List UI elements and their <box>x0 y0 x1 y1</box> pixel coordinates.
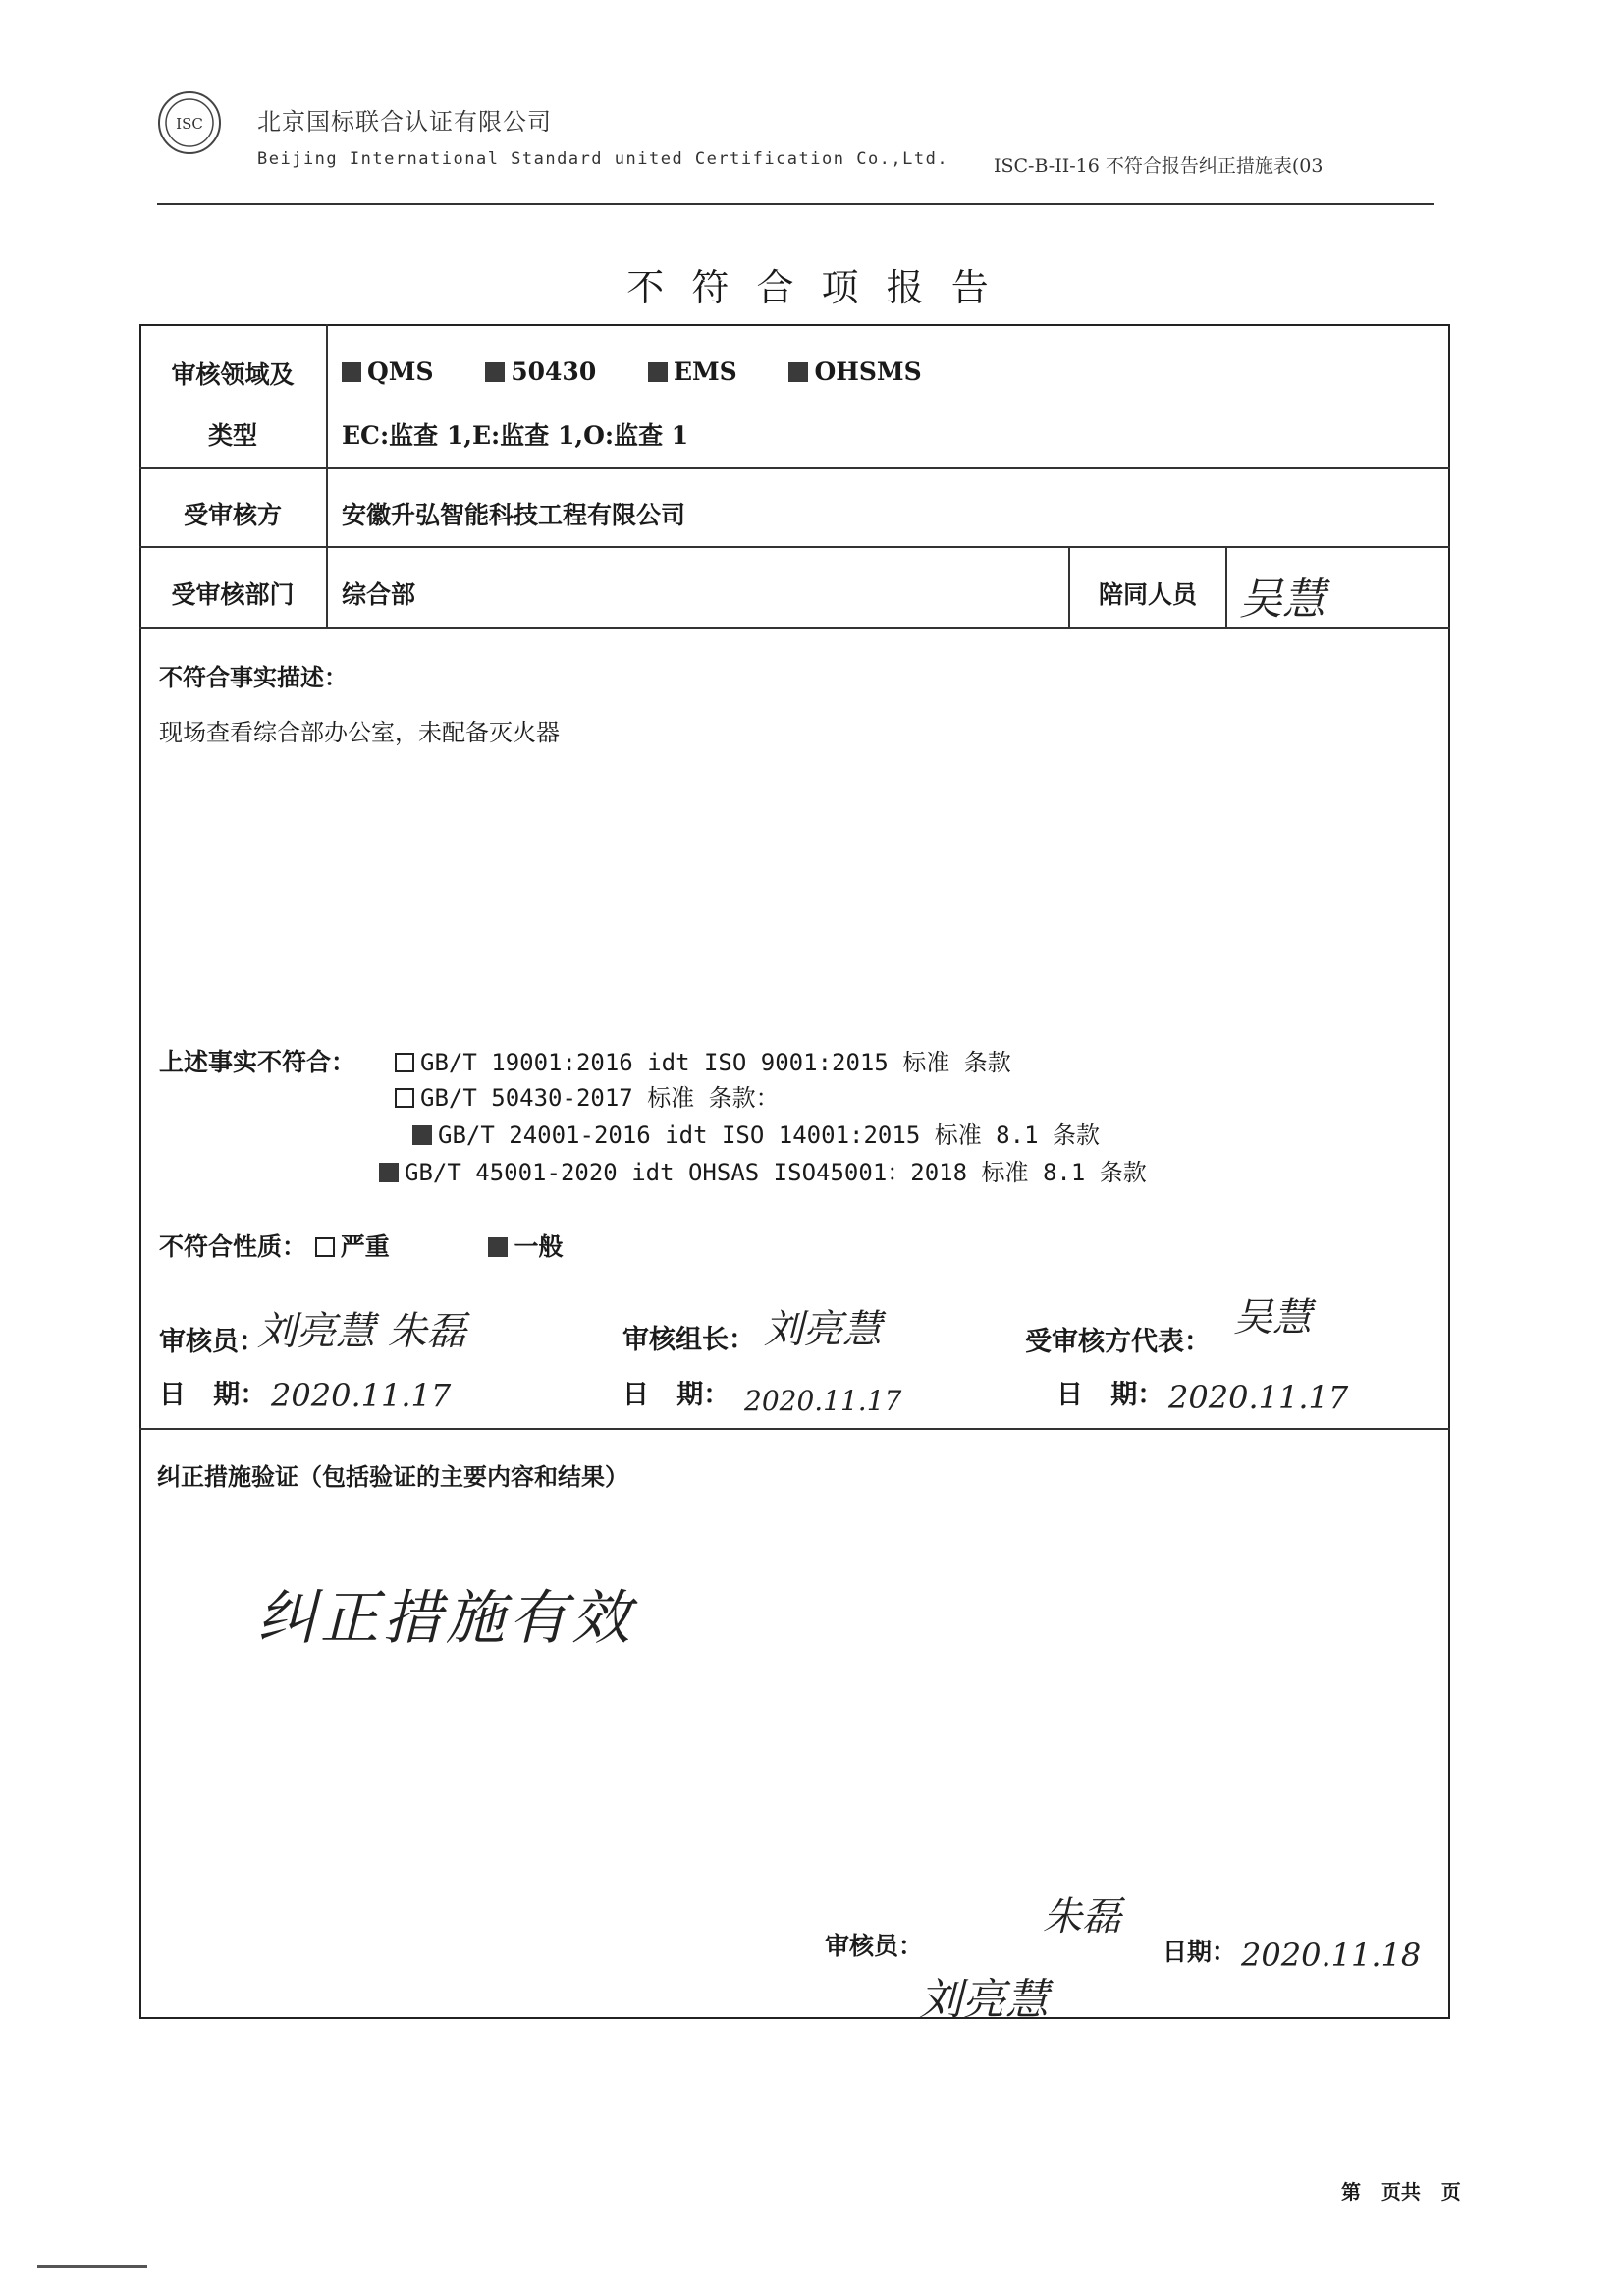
page-number: 第 页共 页 <box>1341 2180 1461 2204</box>
standards-label: 上述事实不符合： <box>159 1048 356 1076</box>
company-name-en: Beijing International Standard united Certification Co.,Ltd. <box>257 149 949 169</box>
nature-row <box>159 1228 563 1263</box>
rep-signature: 吴慧 <box>1233 1295 1312 1340</box>
company-name-cn: 北京国标联合认证有限公司 <box>257 108 552 136</box>
companion-label: 陪同人员 <box>1098 580 1197 609</box>
auditee-label: 受审核方 <box>183 501 282 529</box>
standard-item-1[interactable]: GB/T 19001:2016 idt ISO 9001:2015 标准 条款 <box>395 1043 1011 1077</box>
logo-text: ISC <box>176 115 203 133</box>
auditee-value: 安徽升弘智能科技工程有限公司 <box>342 501 686 529</box>
standard-item-2[interactable]: GB/T 50430-2017 标准 条款： <box>395 1078 780 1113</box>
company-logo <box>157 90 222 155</box>
option-qms[interactable]: QMS <box>342 357 434 386</box>
checkbox-standard-2 <box>395 1088 414 1108</box>
nature-label: 不符合性质： <box>159 1232 307 1261</box>
auditor-signature: 刘亮慧 朱磊 <box>257 1309 466 1354</box>
checkbox-qms <box>342 362 361 382</box>
checkbox-standard-1 <box>395 1053 414 1072</box>
checkbox-serious <box>315 1237 335 1257</box>
nature-serious[interactable]: 严重 <box>315 1232 390 1261</box>
page-title: 不 符 合 项 报 告 <box>626 266 997 309</box>
option-ems[interactable]: EMS <box>648 357 737 386</box>
scan-mark <box>37 2265 147 2268</box>
checkbox-ohsms <box>788 362 808 382</box>
rep-label: 受审核方代表： <box>1025 1327 1211 1357</box>
checkbox-50430 <box>485 362 505 382</box>
standard-item-4[interactable]: GB/T 45001-2020 idt OHSAS ISO45001：2018 标准 8.1 条款 <box>379 1153 1147 1187</box>
date-value-1: 2020.11.17 <box>271 1377 452 1414</box>
date-label-2: 日 期： <box>622 1380 730 1410</box>
date-label-1: 日 期： <box>159 1380 267 1410</box>
date-value-2: 2020.11.17 <box>744 1385 902 1417</box>
date-label-3: 日 期： <box>1056 1380 1164 1410</box>
document-code: ISC-B-II-16 不符合报告纠正措施表(03 <box>994 155 1324 177</box>
nc-description-label: 不符合事实描述： <box>159 664 348 691</box>
option-50430[interactable]: 50430 <box>485 357 596 386</box>
checkbox-standard-4 <box>379 1163 399 1182</box>
checkbox-ems <box>648 362 668 382</box>
auditor-label: 审核员： <box>159 1327 265 1357</box>
checkbox-general <box>488 1237 508 1257</box>
standard-item-3[interactable]: GB/T 24001-2016 idt ISO 14001:2015 标准 8.1 条款 <box>412 1116 1100 1150</box>
verification-date: 2020.11.18 <box>1241 1937 1422 1974</box>
audit-type-line: EC:监查 1,E:监查 1,O:监查 1 <box>342 421 689 450</box>
leader-signature: 刘亮慧 <box>764 1307 882 1352</box>
option-ohsms[interactable]: OHSMS <box>788 357 921 386</box>
verification-label: 纠正措施验证（包括验证的主要内容和结果） <box>157 1463 628 1491</box>
header-rule <box>157 203 1434 205</box>
department-label: 受审核部门 <box>171 580 295 609</box>
nc-description-text: 现场查看综合部办公室，未配备灭火器 <box>159 719 560 746</box>
audit-options <box>342 357 922 386</box>
companion-signature: 吴慧 <box>1239 574 1325 625</box>
leader-label: 审核组长： <box>622 1325 755 1355</box>
verification-date-label: 日期： <box>1163 1938 1237 1966</box>
checkbox-standard-3 <box>412 1125 432 1145</box>
verification-auditor-sig-1: 朱磊 <box>1043 1894 1121 1940</box>
verification-handwritten: 纠正措施有效 <box>257 1584 634 1653</box>
department-value: 综合部 <box>342 580 416 609</box>
audit-field-label-1: 审核领域及 <box>171 360 295 389</box>
audit-field-label-2: 类型 <box>207 421 257 450</box>
date-value-3: 2020.11.17 <box>1168 1379 1349 1416</box>
verification-auditor-label: 审核员： <box>825 1932 924 1960</box>
nature-general[interactable]: 一般 <box>488 1232 563 1261</box>
verification-auditor-sig-2: 刘亮慧 <box>919 1975 1049 2025</box>
